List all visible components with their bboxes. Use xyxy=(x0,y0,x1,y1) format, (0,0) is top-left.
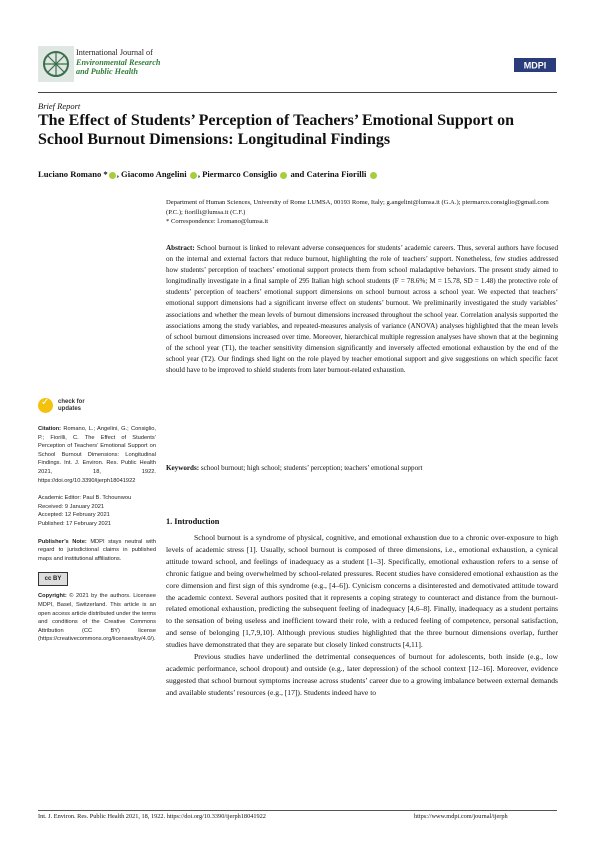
footer-citation[interactable]: Int. J. Environ. Res. Public Health 2021, 18, 1922. https://doi.org/10.3390/ijerph18041922 xyxy=(38,813,266,820)
correspondence: * Correspondence: l.romano@lumsa.it xyxy=(166,218,269,225)
author-3: Piermarco Consiglio xyxy=(202,169,278,179)
copyright-label: Copyright: xyxy=(38,593,67,600)
abstract-label: Abstract: xyxy=(166,244,195,252)
header-divider xyxy=(38,92,557,93)
footer-journal-url[interactable]: https://www.mdpi.com/journal/ijerph xyxy=(414,813,508,820)
dates xyxy=(38,494,156,528)
cc-license-icon[interactable]: cc BY xyxy=(38,572,68,586)
journal-line-1: International Journal of xyxy=(76,48,153,57)
published-date: Published: 17 February 2021 xyxy=(38,520,112,527)
orcid-icon[interactable] xyxy=(190,172,197,179)
copyright xyxy=(38,592,156,644)
keywords xyxy=(166,464,558,472)
author-list: Luciano Romano * , Giacomo Angelini , Piermarco Consiglio and Caterina Fiorilli xyxy=(38,169,378,179)
citation-label: Citation: xyxy=(38,426,62,432)
keywords-label: Keywords: xyxy=(166,464,200,472)
journal-name xyxy=(76,48,160,77)
affiliation xyxy=(166,198,558,227)
journal-logo-icon xyxy=(38,46,74,82)
journal-line-3: and Public Health xyxy=(76,67,138,77)
affiliation-line: Department of Human Sciences, University of Rome LUMSA, 00193 Rome, Italy; g.angelini@lumsa.it (G.A.); piermarco.consiglio@gmail.com (P.C.); fiorilli@lumsa.it (C.F.) xyxy=(166,199,549,216)
sidebar xyxy=(38,398,156,653)
publisher-note xyxy=(38,538,156,564)
accepted-date: Accepted: 12 February 2021 xyxy=(38,512,110,519)
orcid-icon[interactable] xyxy=(109,172,116,179)
section-heading: 1. Introduction xyxy=(166,517,220,526)
body-text xyxy=(166,532,558,699)
author-2: Giacomo Angelini xyxy=(121,169,187,179)
abstract xyxy=(166,243,558,376)
keywords-text: school burnout; high school; students’ perception; teachers’ emotional support xyxy=(200,464,423,472)
author-4: and Caterina Fiorilli xyxy=(290,169,367,179)
paragraph-1: School burnout is a syndrome of physical, cognitive, and emotional exhaustion due to a chronic over-exposure to high levels of academic stress [1]. Usually, school burnout is composed of three dimensions, i.e., emotional exhaustion, a cynical attitude toward school, and feelings of inadequacy as a student [1–3]. Specifically, emotional exhaustion refers to a sense of chronic fatigue and being overwhelmed by school-related pressures. Recent studies have considered emotional exhaustion as the core dimension and first sign of this syndrome (e.g., [4–6]). Cynicism concerns a disinterested and demotivated attitude toward the academic context. Several authors posited that it represents a coping strategy to counteract and distance from the burnout-related emotional exhaustion, predicting the subsequent feeling of inadequacy [4,6–8]. Finally, inadequacy as a student pertains to the sensation of being useless and inefficient toward their role, with a reduced feeling of competence, personal satisfaction, and sense of belonging [1,7,9,10]. Although previous studies highlighted that the three burnout dimensions overlap, further studies have demonstrated that they are separate but closely linked constructs [4,11]. xyxy=(166,533,558,650)
citation-text: Romano, L.; Angelini, G.; Consiglio, P.; Fiorilli, C. The Effect of Students’ Perception of Teachers’ Emotional Support on School Burnout Dimensions: Longitudinal Findings. Int. J. Environ. Res. Public Health 2021, 18, 1922. https://doi.org/10.3390/ijerph18041922 xyxy=(38,426,156,484)
orcid-icon[interactable] xyxy=(280,172,287,179)
check-line-1: check for xyxy=(58,398,85,405)
svg-text:MDPI: MDPI xyxy=(523,60,547,71)
citation xyxy=(38,425,156,485)
orcid-icon[interactable] xyxy=(370,172,377,179)
check-line-2: updates xyxy=(58,405,82,412)
author-1: Luciano Romano * xyxy=(38,169,108,179)
abstract-text: School burnout is linked to relevant adverse consequences for students’ academic careers. Thus, several authors have focused on the internal and external factors that reduce burnout, highlighting the role of teachers’ support. Nonetheless, few studies addressed how students’ perception of teachers’ emotional support protects them from school maladaptive behaviors. The present study aimed to longitudinally investigate in a final sample of 295 Italian high school students (F = 78.6%; M = 15.78, SD = 1.48) the protective role of students’ perception of teachers’ emotional support dimensions on school burnout across a school year. We expected that teachers’ emotional support dimensions had a significant inverse effect on students’ burnout. We preliminarily investigated the study variables’ associations and whether the mean levels of burnout dimensions increased throughout the school year. Correlation analysis supported the associations among the study variables, and repeated-measures analysis of variance (ANOVA) analyses highlighted that the mean levels of school burnout dimensions increased over time. Moreover, hierarchical multiple regression analyses have shown that at the beginning of the school year (T1), the teacher sensitivity dimension significantly and inversely affected emotional exhaustion by the end of the school year (T2). Our findings shed light on the role played by teacher emotional support and give suggestions on which specific facet should have to be improved to shield students from later burnout-related exhaustion. xyxy=(166,244,558,375)
paragraph-2: Previous studies have underlined the detrimental consequences of burnout for adolescents, both inside (e.g., low academic performance, school dropout) and outside (e.g., later depression) of the school context [12–16]. Moreover, evidence suggested that school burnout symptoms increase across students’ career due to a growing imbalance between external demands and available students’ resources (e.g., [17]). Students indeed have to xyxy=(166,652,558,697)
footer-divider xyxy=(38,810,557,811)
received-date: Received: 9 January 2021 xyxy=(38,503,105,510)
academic-editor: Academic Editor: Paul B. Tchounwou xyxy=(38,495,132,502)
publisher-note-text: MDPI stays neutral with regard to jurisdictional claims in published maps and institutional affiliations. xyxy=(38,538,156,562)
article-title: The Effect of Students’ Perception of Teachers’ Emotional Support on School Burnout Dimensions: Longitudinal Findings xyxy=(38,112,514,148)
check-icon xyxy=(38,398,53,413)
journal-line-2: Environmental Research xyxy=(76,57,161,67)
article-type: Brief Report xyxy=(38,101,81,111)
copyright-text: © 2021 by the authors. Licensee MDPI, Basel, Switzerland. This article is an open access article distributed under the terms and conditions of the Creative Commons Attribution (CC BY) license (https://creativecommons.org/licenses/by/4.0/). xyxy=(38,593,156,643)
check-for-updates-button[interactable] xyxy=(38,398,156,413)
mdpi-logo-icon xyxy=(514,58,556,72)
publisher-note-label: Publisher’s Note: xyxy=(38,538,87,545)
